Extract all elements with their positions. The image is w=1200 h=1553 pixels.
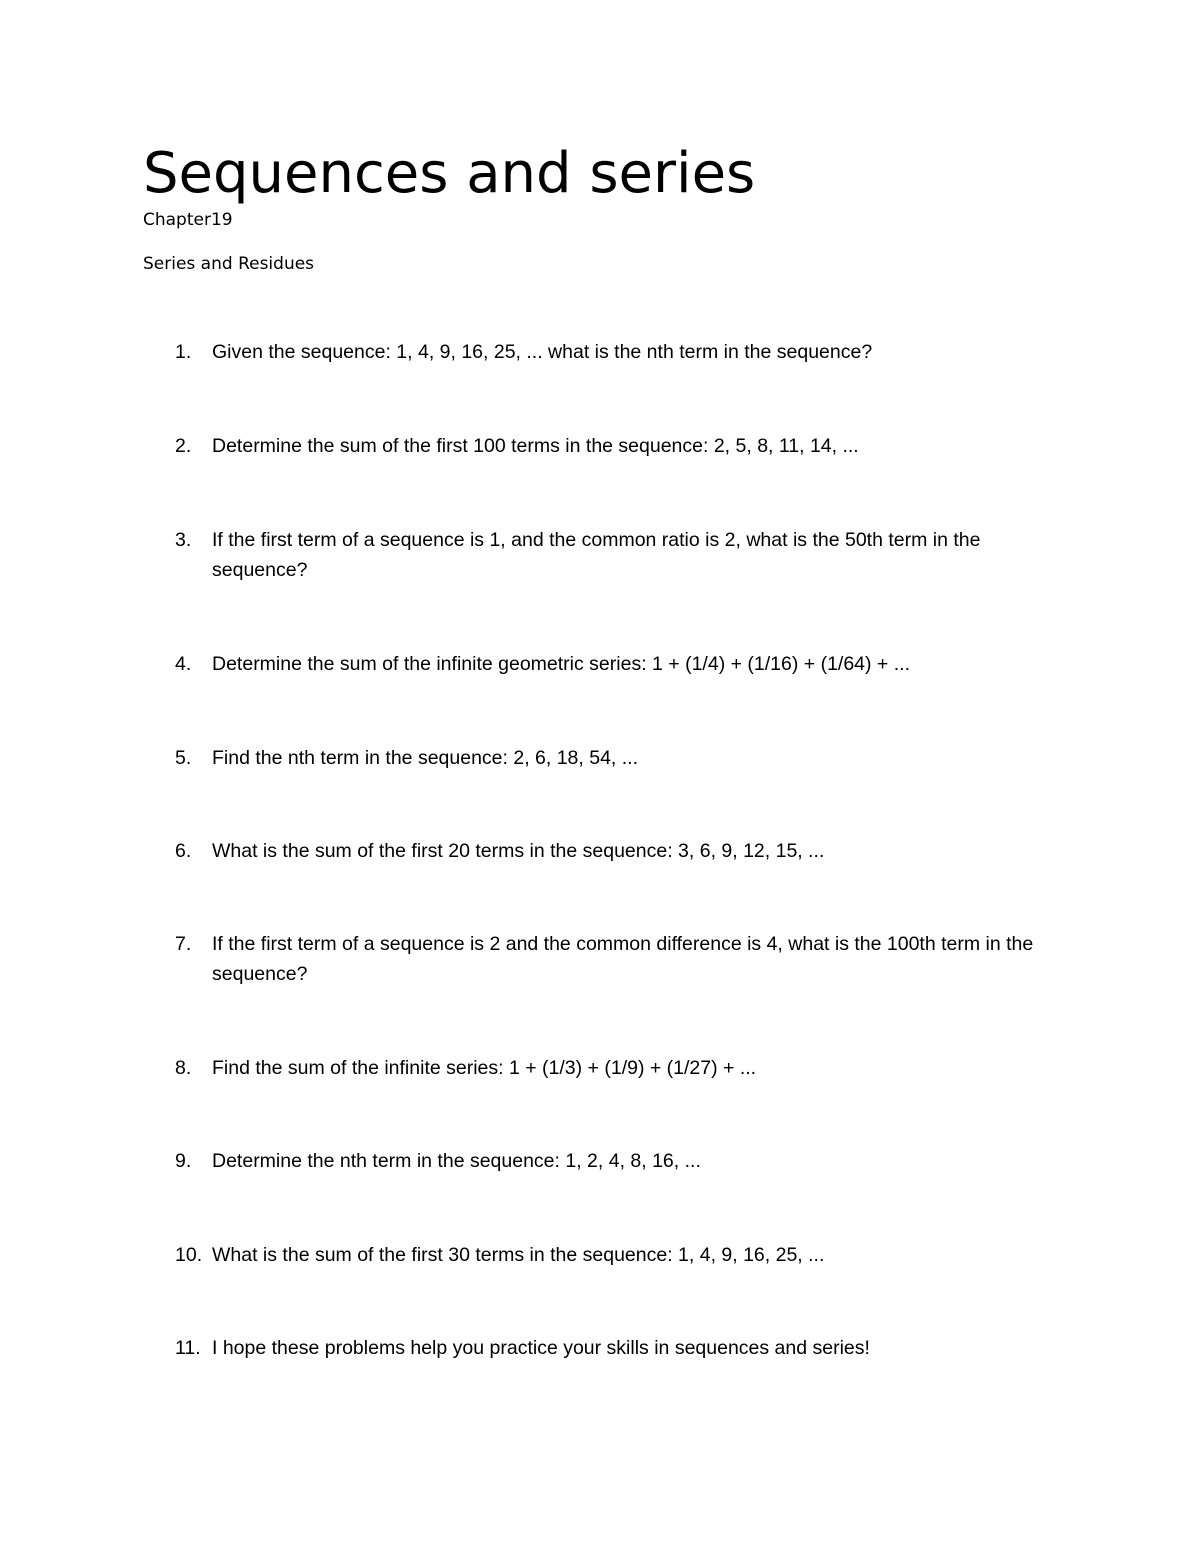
question-item: [175, 649, 1055, 679]
question-text: If the first term of a sequence is 1, and the common ratio is 2, what is the 50th term in the sequence?: [212, 529, 981, 581]
question-text: What is the sum of the first 30 terms in the sequence: 1, 4, 9, 16, 25, ...: [212, 1244, 825, 1266]
question-text: What is the sum of the first 20 terms in the sequence: 3, 6, 9, 12, 15, ...: [212, 840, 825, 862]
question-item: [175, 1146, 1055, 1176]
chapter-label: Chapter19: [143, 210, 233, 230]
question-number: 11.: [175, 1337, 201, 1359]
question-text: Determine the sum of the first 100 terms in the sequence: 2, 5, 8, 11, 14, ...: [212, 435, 859, 457]
question-number: 5.: [175, 747, 192, 769]
question-number: 2.: [175, 435, 192, 457]
question-number: 4.: [175, 653, 192, 675]
question-number: 3.: [175, 529, 192, 551]
question-text: If the first term of a sequence is 2 and the common difference is 4, what is the 100th term in the sequence?: [212, 933, 1034, 985]
question-item: [175, 525, 1055, 585]
question-text: Find the sum of the infinite series: 1 + (1/3) + (1/9) + (1/27) + ...: [212, 1057, 757, 1079]
question-item: [175, 1333, 1055, 1363]
question-number: 10.: [175, 1244, 203, 1266]
question-item: [175, 929, 1055, 989]
section-label: Series and Residues: [143, 254, 315, 274]
question-text: Determine the sum of the infinite geometric series: 1 + (1/4) + (1/16) + (1/64) + ...: [212, 653, 910, 675]
question-text: I hope these problems help you practice your skills in sequences and series!: [212, 1337, 870, 1359]
question-number: 6.: [175, 840, 192, 862]
question-text: Given the sequence: 1, 4, 9, 16, 25, ... what is the nth term in the sequence?: [212, 341, 873, 363]
question-number: 1.: [175, 341, 192, 363]
question-number: 9.: [175, 1150, 192, 1172]
question-number: 7.: [175, 933, 192, 955]
question-item: [175, 1240, 1055, 1270]
question-item: [175, 743, 1055, 773]
page-title: Sequences and series: [143, 141, 756, 206]
question-text: Find the nth term in the sequence: 2, 6, 18, 54, ...: [212, 747, 639, 769]
question-number: 8.: [175, 1057, 192, 1079]
question-item: [175, 1053, 1055, 1083]
question-item: [175, 431, 1055, 461]
question-item: [175, 836, 1055, 866]
question-text: Determine the nth term in the sequence: 1, 2, 4, 8, 16, ...: [212, 1150, 701, 1172]
question-item: [175, 337, 1055, 367]
